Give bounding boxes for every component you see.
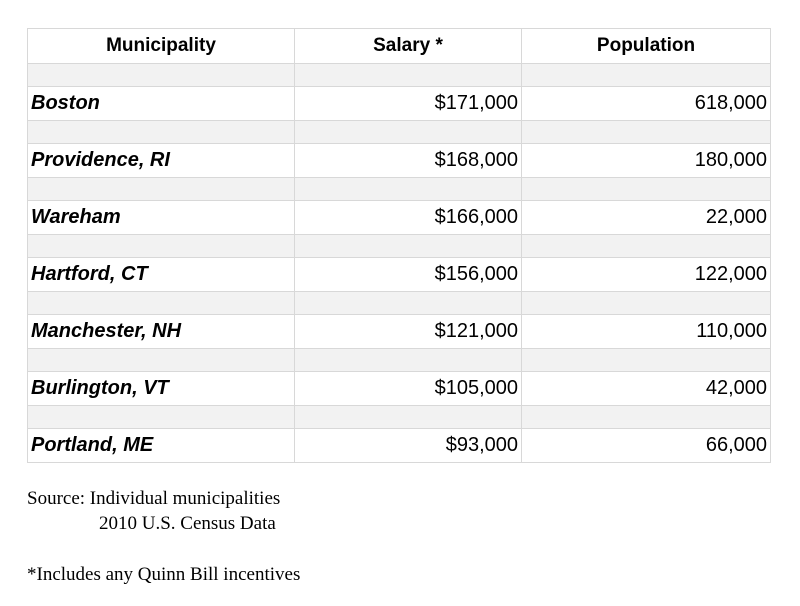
salary-cell: $156,000 (295, 258, 522, 292)
municipality-cell: Providence, RI (28, 144, 295, 178)
table-row (28, 144, 771, 178)
population-cell: 618,000 (522, 87, 771, 121)
spacer-row (28, 64, 771, 87)
header-salary: Salary * (295, 29, 522, 64)
municipality-cell: Portland, ME (28, 429, 295, 463)
table-row (28, 201, 771, 235)
table-row (28, 258, 771, 292)
notes-block (27, 486, 300, 587)
table-row (28, 315, 771, 349)
spacer-row (28, 349, 771, 372)
salary-table (27, 28, 771, 463)
salary-cell: $166,000 (295, 201, 522, 235)
header-municipality: Municipality (28, 29, 295, 64)
salary-cell: $93,000 (295, 429, 522, 463)
population-cell: 22,000 (522, 201, 771, 235)
footnote: *Includes any Quinn Bill incentives (27, 564, 301, 585)
spacer-row (28, 406, 771, 429)
municipality-cell: Boston (28, 87, 295, 121)
spacer-row (28, 235, 771, 258)
municipality-cell: Manchester, NH (28, 315, 295, 349)
population-cell: 122,000 (522, 258, 771, 292)
municipality-cell: Burlington, VT (28, 372, 295, 406)
municipality-cell: Hartford, CT (28, 258, 295, 292)
salary-cell: $168,000 (295, 144, 522, 178)
spacer-row (28, 178, 771, 201)
population-cell: 66,000 (522, 429, 771, 463)
spacer-row (28, 121, 771, 144)
population-cell: 42,000 (522, 372, 771, 406)
spacer-row (28, 292, 771, 315)
salary-cell: $171,000 (295, 87, 522, 121)
salary-cell: $105,000 (295, 372, 522, 406)
census-source-line: 2010 U.S. Census Data (99, 513, 276, 534)
population-cell: 110,000 (522, 315, 771, 349)
municipality-cell: Wareham (28, 201, 295, 235)
salary-cell: $121,000 (295, 315, 522, 349)
table-row (28, 87, 771, 121)
table-row (28, 429, 771, 463)
table-row (28, 372, 771, 406)
header-population: Population (522, 29, 771, 64)
table-header-row (28, 29, 771, 64)
population-cell: 180,000 (522, 144, 771, 178)
source-line: Source: Individual municipalities (27, 488, 281, 509)
